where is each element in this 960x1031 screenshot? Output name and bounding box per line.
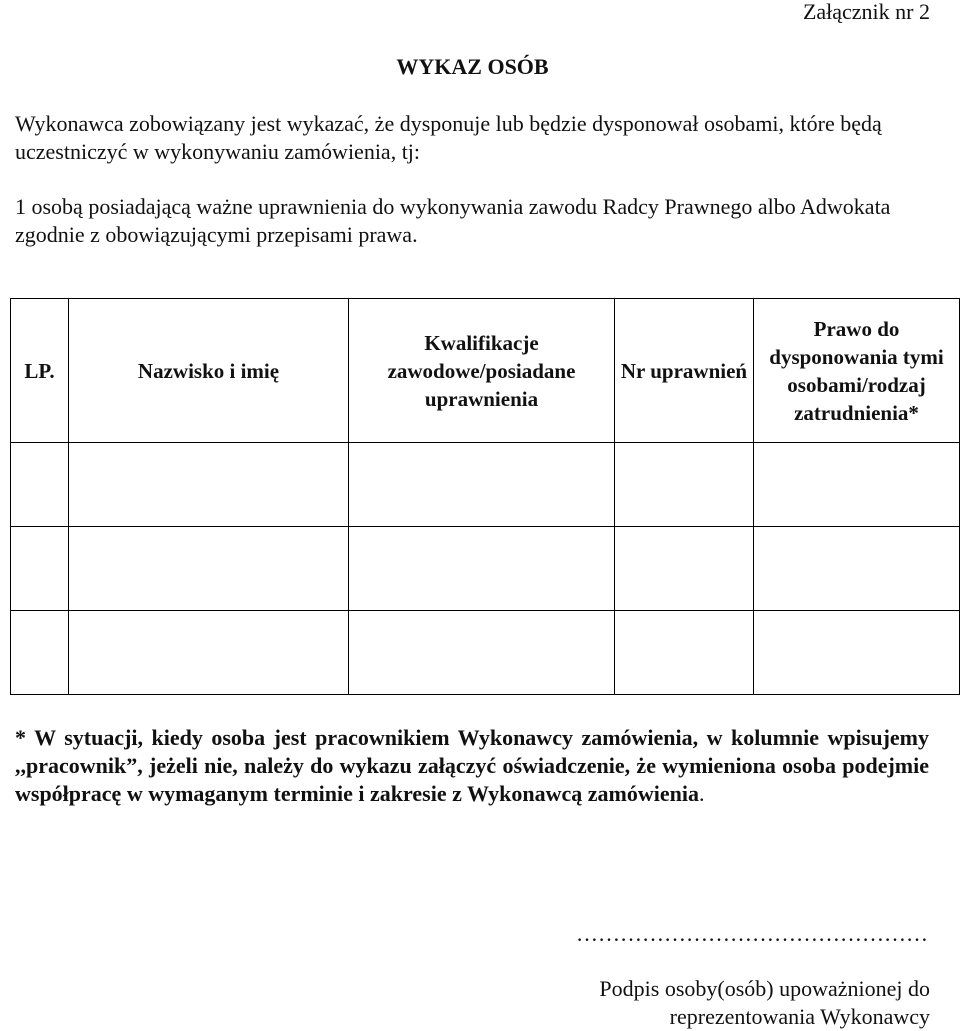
- table-cell-employment-basis[interactable]: [754, 611, 960, 695]
- requirement-paragraph: 1 osobą posiadającą ważne uprawnienia do wykonywania zawodu Radcy Prawnego albo Adwokata zgodnie z obowiązującymi przepisami prawa.: [15, 194, 891, 247]
- footnote: [15, 724, 929, 808]
- column-header-employment-basis: Prawo do dysponowania tymi osobami/rodzaj zatrudnienia*: [754, 299, 960, 443]
- table-row: [11, 443, 960, 527]
- table-cell-license-number[interactable]: [615, 611, 754, 695]
- document-title: WYKAZ OSÓB: [396, 54, 549, 79]
- table-cell-name[interactable]: [69, 527, 349, 611]
- table-cell-name[interactable]: [69, 443, 349, 527]
- table-cell-lp[interactable]: [11, 443, 69, 527]
- table-cell-qualifications[interactable]: [349, 527, 615, 611]
- intro-paragraph: Wykonawca zobowiązany jest wykazać, że dysponuje lub będzie dysponował osobami, które będą uczestniczyć w wykonywaniu zamówienia, tj:: [15, 111, 882, 164]
- table-cell-license-number[interactable]: [615, 443, 754, 527]
- table-cell-employment-basis[interactable]: [754, 443, 960, 527]
- column-header-name: Nazwisko i imię: [69, 299, 349, 443]
- table-cell-qualifications[interactable]: [349, 611, 615, 695]
- table-row: [11, 611, 960, 695]
- table-cell-lp[interactable]: [11, 611, 69, 695]
- table-cell-qualifications[interactable]: [349, 443, 615, 527]
- table-cell-license-number[interactable]: [615, 527, 754, 611]
- table-header-row: [11, 299, 960, 443]
- persons-table: [10, 298, 960, 695]
- table-cell-name[interactable]: [69, 611, 349, 695]
- table-row: [11, 527, 960, 611]
- column-header-license-number: Nr uprawnień: [615, 299, 754, 443]
- column-header-lp: LP.: [11, 299, 69, 443]
- table-cell-employment-basis[interactable]: [754, 527, 960, 611]
- footnote-end: .: [698, 781, 705, 806]
- signature-caption: Podpis osoby(osób) upoważnionej do reprezentowania Wykonawcy: [599, 976, 930, 1029]
- signature-line: …………………………………………: [576, 921, 928, 946]
- column-header-qualifications: Kwalifikacje zawodowe/posiadane uprawnienia: [349, 299, 615, 443]
- footnote-text: * W sytuacji, kiedy osoba jest pracownikiem Wykonawcy zamówienia, w kolumnie wpisujemy ,,pracownik”, jeżeli nie, należy do wykazu załączyć oświadczenie, że wymieniona osoba podejmie współpracę w wymaganym terminie i zakresie z Wykonawcą zamówienia: [15, 725, 929, 806]
- table-cell-lp[interactable]: [11, 527, 69, 611]
- attachment-number: Załącznik nr 2: [802, 0, 930, 24]
